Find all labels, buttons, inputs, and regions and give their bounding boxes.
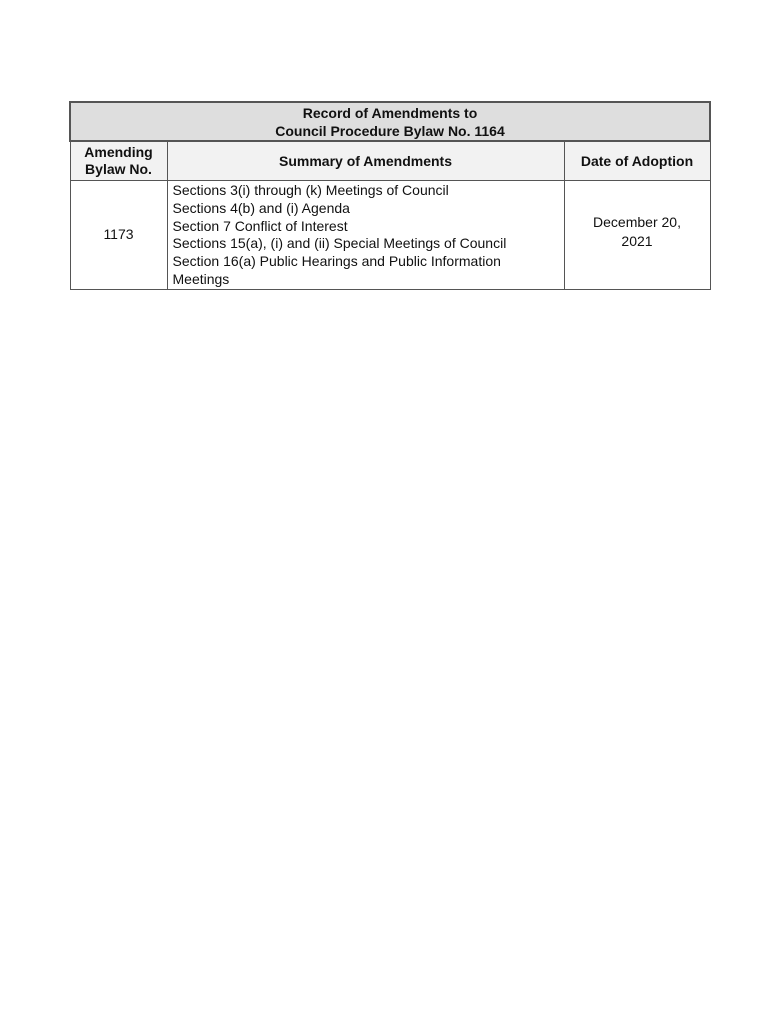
- header-amending-bylaw: [70, 141, 167, 181]
- summary-line: Sections 15(a), (i) and (ii) Special Meetings of Council: [172, 235, 507, 252]
- table-title-line-1: Record of Amendments to: [302, 104, 478, 121]
- record-of-amendments-table: [69, 101, 711, 290]
- header-summary-of-amendments: Summary of Amendments: [167, 141, 564, 181]
- header-date-of-adoption: Date of Adoption: [564, 141, 710, 181]
- header-amending-bylaw-line-2: Bylaw No.: [85, 161, 152, 177]
- summary-line: Section 7 Conflict of Interest: [172, 217, 348, 234]
- summary-line: Section 16(a) Public Hearings and Public Information: [172, 253, 501, 270]
- summary-line: Meetings: [172, 270, 230, 287]
- summary-of-amendments-cell: [167, 181, 564, 290]
- summary-line: Sections 3(i) through (k) Meetings of Council: [172, 182, 449, 198]
- table-header-row: [70, 141, 710, 181]
- date-of-adoption-line-2: 2021: [621, 232, 653, 249]
- date-of-adoption-line-1: December 20,: [593, 213, 681, 230]
- amending-bylaw-number: 1173: [70, 181, 167, 290]
- table-title: [70, 102, 710, 141]
- header-amending-bylaw-line-1: Amending: [84, 144, 153, 160]
- summary-line: Sections 4(b) and (i) Agenda: [172, 199, 350, 216]
- table-title-row: [70, 102, 710, 141]
- table-title-line-2: Council Procedure Bylaw No. 1164: [275, 122, 505, 139]
- date-of-adoption-cell: [564, 181, 710, 290]
- table-row: [70, 181, 710, 290]
